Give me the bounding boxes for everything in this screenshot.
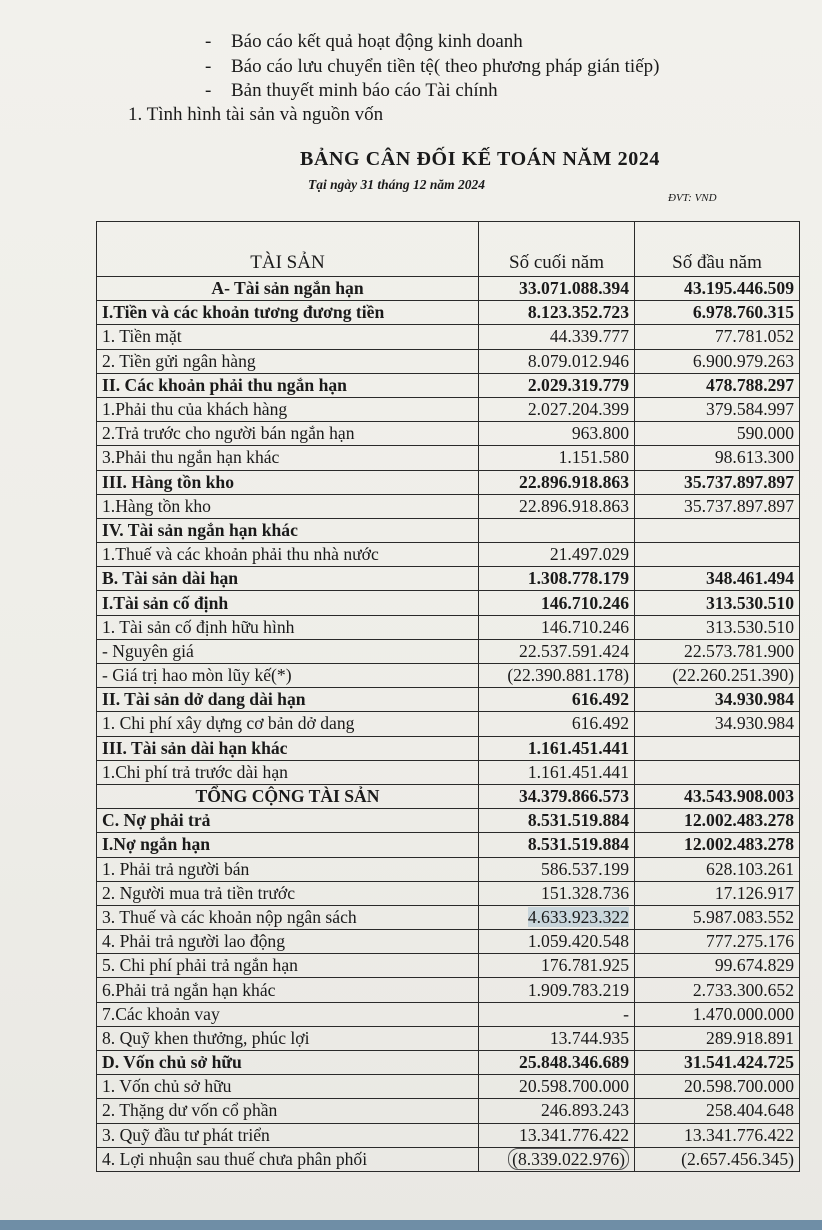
start-of-year-value: 34.930.984 (635, 712, 800, 736)
end-of-year-value: 1.308.778.179 (479, 567, 635, 591)
start-of-year-value: 777.275.176 (635, 930, 800, 954)
row-label: 1. Tiền mặt (97, 325, 479, 349)
end-of-year-value: 21.497.029 (479, 543, 635, 567)
end-of-year-value: 176.781.925 (479, 954, 635, 978)
end-of-year-value: 13.744.935 (479, 1026, 635, 1050)
row-label: 4. Phải trả người lao động (97, 930, 479, 954)
row-label: 2. Tiền gửi ngân hàng (97, 349, 479, 373)
end-of-year-value: 1.151.580 (479, 446, 635, 470)
column-header-end-of-year: Số cuối năm (479, 222, 635, 277)
row-label: 1. Vốn chủ sở hữu (97, 1075, 479, 1099)
end-of-year-value: 34.379.866.573 (479, 784, 635, 808)
start-of-year-value: (2.657.456.345) (635, 1147, 800, 1171)
row-label: 1.Hàng tồn kho (97, 494, 479, 518)
start-of-year-value: 43.543.908.003 (635, 784, 800, 808)
table-row (97, 422, 800, 446)
row-label: TỔNG CỘNG TÀI SẢN (97, 784, 479, 808)
row-label: - Nguyên giá (97, 639, 479, 663)
start-of-year-value: 31.541.424.725 (635, 1051, 800, 1075)
table-row (97, 664, 800, 688)
end-of-year-value: 8.531.519.884 (479, 809, 635, 833)
end-of-year-value: 586.537.199 (479, 857, 635, 881)
row-label: 2. Thặng dư vốn cổ phần (97, 1099, 479, 1123)
table-row (97, 1026, 800, 1050)
row-label: 1. Chi phí xây dựng cơ bản dở dang (97, 712, 479, 736)
table-row (97, 1147, 800, 1171)
row-label: III. Tài sản dài hạn khác (97, 736, 479, 760)
table-row (97, 954, 800, 978)
end-of-year-value: 146.710.246 (479, 591, 635, 615)
start-of-year-value: 17.126.917 (635, 881, 800, 905)
end-of-year-value: 1.161.451.441 (479, 760, 635, 784)
end-of-year-value: 33.071.088.394 (479, 277, 635, 301)
row-label: III. Hàng tồn kho (97, 470, 479, 494)
balance-sheet-table (96, 221, 800, 1172)
column-header-start-of-year: Số đầu năm (635, 222, 800, 277)
row-label: II. Các khoản phải thu ngắn hạn (97, 373, 479, 397)
start-of-year-value: 313.530.510 (635, 615, 800, 639)
row-label: 5. Chi phí phải trả ngắn hạn (97, 954, 479, 978)
row-label: 2. Người mua trả tiền trước (97, 881, 479, 905)
start-of-year-value: 1.470.000.000 (635, 1002, 800, 1026)
table-header-row (97, 222, 800, 277)
row-label: I.Tiền và các khoản tương đương tiền (97, 301, 479, 325)
start-of-year-value: 5.987.083.552 (635, 905, 800, 929)
table-row (97, 809, 800, 833)
end-of-year-value: 151.328.736 (479, 881, 635, 905)
list-item (205, 79, 659, 104)
end-of-year-value: 8.531.519.884 (479, 833, 635, 857)
row-label: I.Tài sản cố định (97, 591, 479, 615)
start-of-year-value: (22.260.251.390) (635, 664, 800, 688)
table-row (97, 277, 800, 301)
end-of-year-value: 963.800 (479, 422, 635, 446)
list-item-text: Báo cáo lưu chuyển tiền tệ( theo phương pháp gián tiếp) (231, 55, 660, 77)
row-label: 2.Trả trước cho người bán ngắn hạn (97, 422, 479, 446)
table-body (97, 277, 800, 1172)
row-label: C. Nợ phải trả (97, 809, 479, 833)
start-of-year-value: 313.530.510 (635, 591, 800, 615)
table-row (97, 591, 800, 615)
table-row (97, 978, 800, 1002)
list-item (205, 30, 659, 55)
end-of-year-value: 25.848.346.689 (479, 1051, 635, 1075)
end-of-year-value: 1.059.420.548 (479, 930, 635, 954)
start-of-year-value: 628.103.261 (635, 857, 800, 881)
table-row (97, 446, 800, 470)
row-label: 1. Tài sản cố định hữu hình (97, 615, 479, 639)
table-row (97, 833, 800, 857)
end-of-year-value: - (479, 1002, 635, 1026)
end-of-year-value: 1.909.783.219 (479, 978, 635, 1002)
end-of-year-value: 146.710.246 (479, 615, 635, 639)
table-row (97, 712, 800, 736)
start-of-year-value: 12.002.483.278 (635, 833, 800, 857)
start-of-year-value: 6.978.760.315 (635, 301, 800, 325)
start-of-year-value: 20.598.700.000 (635, 1075, 800, 1099)
section-heading: 1. Tình hình tài sản và nguồn vốn (128, 104, 384, 125)
start-of-year-value: 6.900.979.263 (635, 349, 800, 373)
bullet-marker: - (205, 31, 212, 52)
end-of-year-value (479, 905, 635, 929)
start-of-year-value: 99.674.829 (635, 954, 800, 978)
table-row (97, 930, 800, 954)
row-label: I.Nợ ngắn hạn (97, 833, 479, 857)
start-of-year-value: 34.930.984 (635, 688, 800, 712)
start-of-year-value: 13.341.776.422 (635, 1123, 800, 1147)
end-of-year-value: 8.079.012.946 (479, 349, 635, 373)
table-row (97, 373, 800, 397)
row-label: D. Vốn chủ sở hữu (97, 1051, 479, 1075)
start-of-year-value (635, 543, 800, 567)
end-of-year-value (479, 518, 635, 542)
table-row (97, 881, 800, 905)
table-row (97, 301, 800, 325)
start-of-year-value: 258.404.648 (635, 1099, 800, 1123)
table-row (97, 615, 800, 639)
bottom-edge (0, 1220, 822, 1230)
end-of-year-value: 20.598.700.000 (479, 1075, 635, 1099)
row-label: 6.Phải trả ngắn hạn khác (97, 978, 479, 1002)
row-label: 1.Thuế và các khoản phải thu nhà nước (97, 543, 479, 567)
row-label: IV. Tài sản ngắn hạn khác (97, 518, 479, 542)
table-row (97, 1123, 800, 1147)
table-row (97, 736, 800, 760)
page-title: BẢNG CÂN ĐỐI KẾ TOÁN NĂM 2024 (300, 148, 661, 170)
report-date: Tại ngày 31 tháng 12 năm 2024 (308, 177, 486, 192)
table-row (97, 1075, 800, 1099)
table-row (97, 784, 800, 808)
row-label: B. Tài sản dài hạn (97, 567, 479, 591)
start-of-year-value: 478.788.297 (635, 373, 800, 397)
end-of-year-value: 2.027.204.399 (479, 397, 635, 421)
row-label: - Giá trị hao mòn lũy kế(*) (97, 664, 479, 688)
row-label: A- Tài sản ngắn hạn (97, 277, 479, 301)
end-of-year-value (479, 1147, 635, 1171)
table-row (97, 639, 800, 663)
row-label: 3. Quỹ đầu tư phát triển (97, 1123, 479, 1147)
end-of-year-value: 616.492 (479, 712, 635, 736)
start-of-year-value: 43.195.446.509 (635, 277, 800, 301)
start-of-year-value: 98.613.300 (635, 446, 800, 470)
start-of-year-value: 12.002.483.278 (635, 809, 800, 833)
column-header-assets: TÀI SẢN (97, 222, 479, 277)
row-label: 1.Phải thu của khách hàng (97, 397, 479, 421)
start-of-year-value: 289.918.891 (635, 1026, 800, 1050)
end-of-year-value: 22.896.918.863 (479, 470, 635, 494)
table-row (97, 905, 800, 929)
table-row (97, 760, 800, 784)
row-label: 7.Các khoản vay (97, 1002, 479, 1026)
start-of-year-value: 590.000 (635, 422, 800, 446)
row-label: 1.Chi phí trả trước dài hạn (97, 760, 479, 784)
start-of-year-value: 379.584.997 (635, 397, 800, 421)
table-row (97, 470, 800, 494)
end-of-year-value: 2.029.319.779 (479, 373, 635, 397)
start-of-year-value: 35.737.897.897 (635, 470, 800, 494)
start-of-year-value: 35.737.897.897 (635, 494, 800, 518)
highlighted-value: 4.633.923.322 (527, 906, 629, 927)
end-of-year-value: 8.123.352.723 (479, 301, 635, 325)
list-item-text: Báo cáo kết quả hoạt động kinh doanh (231, 31, 523, 52)
row-label: 4. Lợi nhuận sau thuế chưa phân phối (97, 1147, 479, 1171)
end-of-year-value: 1.161.451.441 (479, 736, 635, 760)
table-row (97, 397, 800, 421)
circled-value: (8.339.022.976) (508, 1148, 629, 1170)
row-label: 3.Phải thu ngắn hạn khác (97, 446, 479, 470)
table-row (97, 1051, 800, 1075)
table-row (97, 494, 800, 518)
list-item (205, 55, 659, 80)
start-of-year-value: 348.461.494 (635, 567, 800, 591)
start-of-year-value (635, 518, 800, 542)
row-label: 8. Quỹ khen thưởng, phúc lợi (97, 1026, 479, 1050)
start-of-year-value: 22.573.781.900 (635, 639, 800, 663)
list-item-text: Bản thuyết minh báo cáo Tài chính (231, 80, 498, 101)
end-of-year-value: 246.893.243 (479, 1099, 635, 1123)
end-of-year-value: 13.341.776.422 (479, 1123, 635, 1147)
end-of-year-value: 616.492 (479, 688, 635, 712)
currency-unit: ĐVT: VND (668, 192, 717, 204)
end-of-year-value: 44.339.777 (479, 325, 635, 349)
start-of-year-value: 77.781.052 (635, 325, 800, 349)
table-row (97, 1099, 800, 1123)
table-row (97, 1002, 800, 1026)
row-label: 1. Phải trả người bán (97, 857, 479, 881)
bullet-marker: - (205, 80, 212, 101)
table-row (97, 567, 800, 591)
row-label: II. Tài sản dở dang dài hạn (97, 688, 479, 712)
table-row (97, 325, 800, 349)
row-label: 3. Thuế và các khoản nộp ngân sách (97, 905, 479, 929)
table-row (97, 543, 800, 567)
start-of-year-value (635, 760, 800, 784)
end-of-year-value: (22.390.881.178) (479, 664, 635, 688)
end-of-year-value: 22.537.591.424 (479, 639, 635, 663)
bullet-marker: - (205, 55, 212, 77)
table-row (97, 688, 800, 712)
start-of-year-value: 2.733.300.652 (635, 978, 800, 1002)
table-row (97, 857, 800, 881)
table-row (97, 518, 800, 542)
end-of-year-value: 22.896.918.863 (479, 494, 635, 518)
table-row (97, 349, 800, 373)
start-of-year-value (635, 736, 800, 760)
bullet-list (205, 30, 659, 104)
